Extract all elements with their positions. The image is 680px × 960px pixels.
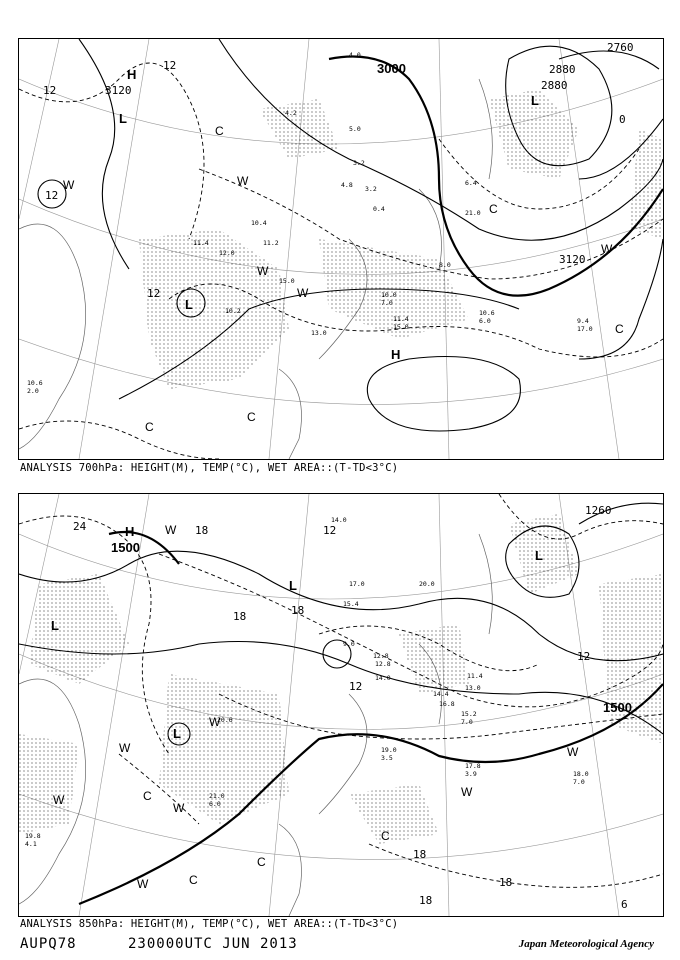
valid-time: 230000UTC JUN 2013 <box>128 936 298 952</box>
temperature-label: 12 <box>349 680 363 693</box>
svg-text:19.8: 19.8 <box>25 832 41 840</box>
temperature-label: 18 <box>413 848 427 861</box>
svg-text:15.2: 15.2 <box>461 710 477 718</box>
svg-text:10.6: 10.6 <box>27 379 43 387</box>
svg-text:21.0: 21.0 <box>209 792 225 800</box>
temperature-label: 6 <box>621 898 628 911</box>
map-700hpa-svg <box>19 39 663 459</box>
svg-text:14.0: 14.0 <box>375 674 391 682</box>
warm-label: W <box>173 801 185 815</box>
warm-label: W <box>237 174 249 188</box>
svg-text:12.8: 12.8 <box>375 660 391 668</box>
svg-text:12.0: 12.0 <box>219 249 235 257</box>
height-label: 2880 <box>541 79 568 92</box>
low-pressure-center: L <box>289 578 297 593</box>
svg-text:3.2: 3.2 <box>353 159 365 167</box>
svg-text:4.8: 4.8 <box>341 181 353 189</box>
low-pressure-center: L <box>51 618 59 633</box>
temperature-label: 18 <box>195 524 209 537</box>
svg-text:12.8: 12.8 <box>373 652 389 660</box>
height-label: 1260 <box>585 504 612 517</box>
svg-text:15.0: 15.0 <box>393 323 409 331</box>
wet-areas <box>19 514 663 844</box>
low-pressure-center: L <box>119 111 127 126</box>
cold-label: C <box>215 124 224 138</box>
svg-text:16.8: 16.8 <box>439 700 455 708</box>
svg-text:0.4: 0.4 <box>373 205 385 213</box>
temperature-label: 24 <box>73 520 87 533</box>
temperature-label: 18 <box>233 610 247 623</box>
warm-label: W <box>63 178 75 192</box>
warm-label: W <box>601 242 613 256</box>
temperature-label: 12 <box>45 189 59 202</box>
svg-text:3.9: 3.9 <box>465 770 477 778</box>
temperature-label: 12 <box>163 59 177 72</box>
svg-text:11.4: 11.4 <box>467 672 483 680</box>
temperature-label: 12 <box>323 524 337 537</box>
warm-label: W <box>297 286 309 300</box>
svg-text:4.1: 4.1 <box>25 840 37 848</box>
temperature-label: 18 <box>499 876 513 889</box>
cold-label: C <box>615 322 624 336</box>
high-pressure-center: H <box>391 347 401 362</box>
svg-text:14.0: 14.0 <box>331 516 347 524</box>
map-panel-700hpa <box>18 38 664 460</box>
low-pressure-center: L <box>535 548 543 563</box>
svg-text:21.0: 21.0 <box>465 209 481 217</box>
svg-text:7.0: 7.0 <box>461 718 473 726</box>
caption-700hpa: ANALYSIS 700hPa: HEIGHT(M), TEMP(°C), WET AREA::(T-TD<3°C) <box>20 462 399 474</box>
warm-label: W <box>53 793 65 807</box>
warm-label: W <box>209 715 221 729</box>
height-label: 3120 <box>105 84 132 97</box>
svg-text:15.0: 15.0 <box>279 277 295 285</box>
temperature-label: 0 <box>619 113 626 126</box>
cold-label: C <box>247 410 256 424</box>
low-pressure-center: L <box>531 93 539 108</box>
svg-text:7.0: 7.0 <box>381 299 393 307</box>
svg-text:2.0: 2.0 <box>27 387 39 395</box>
svg-text:10.2: 10.2 <box>225 307 241 315</box>
svg-text:14.4: 14.4 <box>433 690 449 698</box>
svg-text:15.4: 15.4 <box>343 600 359 608</box>
svg-text:10.0: 10.0 <box>381 291 397 299</box>
svg-text:3.5: 3.5 <box>381 754 393 762</box>
height-label: 1500 <box>603 700 632 715</box>
warm-label: W <box>567 745 579 759</box>
caption-850hpa: ANALYSIS 850hPa: HEIGHT(M), TEMP(°C), WET AREA::(T-TD<3°C) <box>20 918 399 930</box>
station-observations <box>25 516 589 848</box>
svg-text:4.0: 4.0 <box>349 51 361 59</box>
height-label: 1500 <box>111 540 140 555</box>
warm-label: W <box>165 523 177 537</box>
height-contours <box>38 39 663 431</box>
warm-label: W <box>257 264 269 278</box>
temperature-label: 12 <box>147 287 161 300</box>
svg-text:11.4: 11.4 <box>193 239 209 247</box>
svg-text:4.2: 4.2 <box>285 109 297 117</box>
warm-label: W <box>119 741 131 755</box>
svg-text:19.0: 19.0 <box>381 746 397 754</box>
svg-text:10.4: 10.4 <box>251 219 267 227</box>
cold-label: C <box>143 789 152 803</box>
svg-text:18.0: 18.0 <box>573 770 589 778</box>
chart-code: AUPQ78 <box>20 936 77 952</box>
agency-credit: Japan Meteorological Agency <box>518 938 654 950</box>
svg-text:10.6: 10.6 <box>479 309 495 317</box>
svg-text:20.0: 20.0 <box>419 580 435 588</box>
svg-text:13.0: 13.0 <box>465 684 481 692</box>
cold-label: C <box>189 873 198 887</box>
svg-text:8.0: 8.0 <box>439 261 451 269</box>
height-label: 2880 <box>549 63 576 76</box>
temperature-label: 12 <box>43 84 57 97</box>
svg-text:3.2: 3.2 <box>365 185 377 193</box>
cold-label: C <box>489 202 498 216</box>
low-pressure-center: L <box>185 297 193 312</box>
svg-text:17.0: 17.0 <box>577 325 593 333</box>
svg-text:6.0: 6.0 <box>479 317 491 325</box>
svg-text:9.4: 9.4 <box>577 317 589 325</box>
temperature-label: 12 <box>577 650 591 663</box>
high-pressure-center: H <box>127 67 137 82</box>
svg-text:11.4: 11.4 <box>393 315 409 323</box>
warm-label: W <box>461 785 473 799</box>
height-label: 3120 <box>559 253 586 266</box>
svg-text:17.8: 17.8 <box>465 762 481 770</box>
svg-text:13.0: 13.0 <box>311 329 327 337</box>
cold-label: C <box>145 420 154 434</box>
svg-text:6.0: 6.0 <box>209 800 221 808</box>
temperature-label: 18 <box>419 894 433 907</box>
cold-label: C <box>381 829 390 843</box>
map-panel-850hpa <box>18 493 664 917</box>
warm-label: W <box>137 877 149 891</box>
high-pressure-center: H <box>125 524 135 539</box>
svg-text:9.0: 9.0 <box>343 640 355 648</box>
temperature-label: 18 <box>291 604 305 617</box>
svg-text:6.4: 6.4 <box>465 179 477 187</box>
cold-label: C <box>257 855 266 869</box>
svg-text:7.0: 7.0 <box>573 778 585 786</box>
svg-text:11.2: 11.2 <box>263 239 279 247</box>
svg-text:20.6: 20.6 <box>217 716 233 724</box>
height-label: 3000 <box>377 61 406 76</box>
height-label: 2760 <box>607 41 634 54</box>
low-pressure-center: L <box>173 726 181 741</box>
svg-text:5.0: 5.0 <box>349 125 361 133</box>
svg-text:17.0: 17.0 <box>349 580 365 588</box>
map-850hpa-svg <box>19 494 663 916</box>
